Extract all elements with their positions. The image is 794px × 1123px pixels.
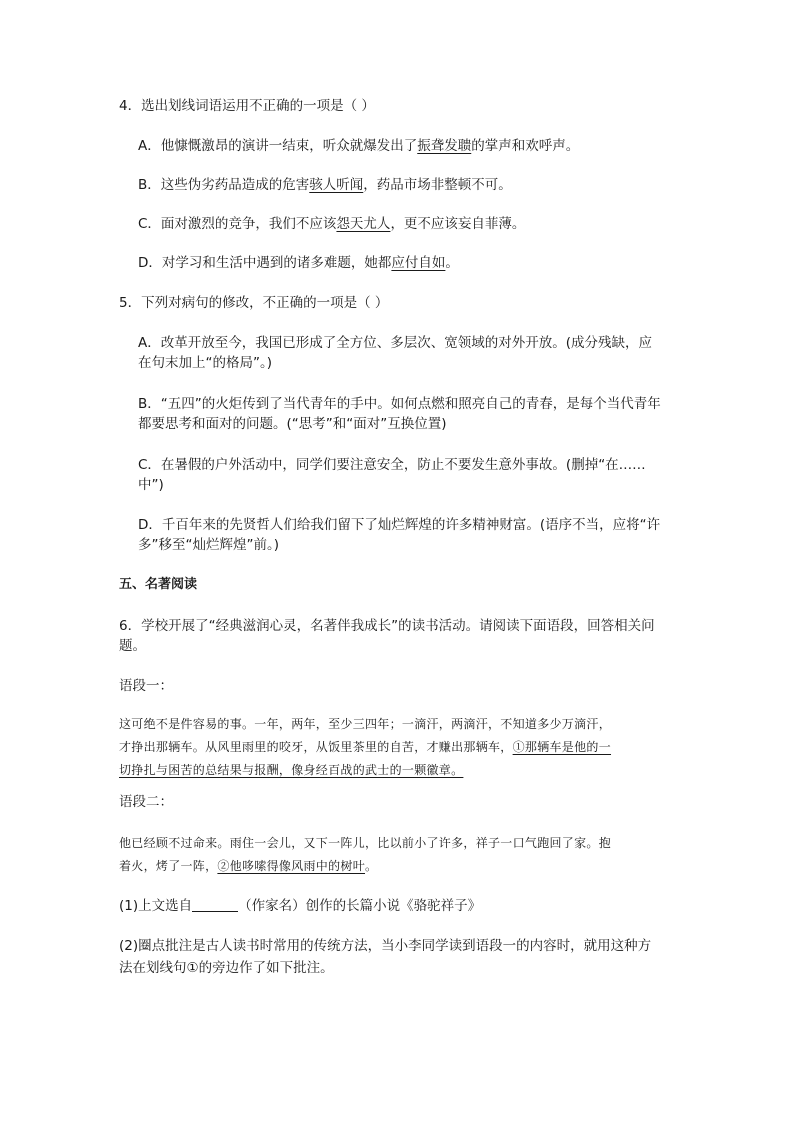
underlined-word: 骇人听闻 — [309, 177, 364, 193]
underlined-sentence-2: ②他哆嗦得像风雨中的树叶 — [217, 859, 366, 873]
q6-sub2-line1: (2)圈点批注是古人读书时常用的传统方法，当小李同学读到语段一的内容时，就用这种方 — [119, 938, 652, 954]
q5-option-a-line2: 在句末加上“的格局”。) — [138, 355, 273, 371]
q4-option-a: A．他慷慨激昂的演讲一结束，听众就爆发出了振聋发聩的掌声和欢呼声。 — [138, 138, 580, 154]
passage1 — [119, 713, 679, 782]
q6-stem-line2: 题。 — [119, 638, 146, 654]
q6-sub1: (1)上文选自 （作家名）创作的长篇小说《骆驼祥子》 — [119, 898, 482, 914]
q5-option-b-line2: 都要思考和面对的问题。(“思考”和“面对”互换位置) — [138, 416, 447, 432]
passage1-label: 语段一： — [119, 678, 173, 694]
passage1-line3 — [119, 759, 679, 782]
q5-stem: 5．下列对病句的修改，不正确的一项是（ ） — [119, 295, 389, 311]
q4-option-d: D．对学习和生活中遇到的诸多难题，她都应付自如。 — [138, 255, 459, 271]
passage1-line2: 才挣出那辆车。从风里雨里的咬牙，从饭里茶里的自苦，才赚出那辆车，①那辆车是他的一 — [119, 740, 612, 754]
q6-sub2-line2: 法在划线句①的旁边作了如下批注。 — [119, 960, 334, 976]
passage2-line1: 他已经顾不过命来。雨住一会儿，又下一阵儿，比以前小了许多，祥子一口气跑回了家。抱 — [119, 836, 612, 850]
answer-blank[interactable] — [192, 897, 238, 912]
passage2 — [119, 832, 679, 878]
underlined-sentence-1: ①那辆车是他的一 — [512, 740, 612, 754]
q4-option-b: B．这些伪劣药品造成的危害骇人听闻，药品市场非整顿不可。 — [138, 177, 512, 193]
underlined-sentence-1-cont: 切挣扎与困苦的总结果与报酬，像身经百战的武士的一颗徽章。 — [119, 763, 464, 777]
underlined-word: 振聋发聩 — [417, 138, 472, 154]
q5-option-d-line2: 多”移至“灿烂辉煌”前。) — [138, 537, 279, 553]
q5-option-b-line1: B．“五四”的火炬传到了当代青年的手中。如何点燃和照亮自己的青春，是每个当代青年 — [138, 396, 661, 412]
section-heading: 五、名著阅读 — [119, 577, 198, 592]
passage1-line1: 这可绝不是件容易的事。一年，两年，至少三四年；一滴汗，两滴汗，不知道多少万滴汗， — [119, 717, 612, 731]
q4-option-c: C．面对激烈的竞争，我们不应该怨天尤人，更不应该妄自菲薄。 — [138, 216, 526, 232]
underlined-word: 应付自如 — [391, 255, 446, 271]
q5-option-d-line1: D．千百年来的先贤哲人们给我们留下了灿烂辉煌的许多精神财富。(语序不当，应将“许 — [138, 517, 661, 533]
q4-stem: 4．选出划线词语运用不正确的一项是（ ） — [119, 98, 375, 114]
passage2-line2: 着火，烤了一阵，②他哆嗦得像风雨中的树叶。 — [119, 859, 378, 873]
q5-option-a-line1: A．改革开放至今，我国已形成了全方位、多层次、宽领域的对外开放。(成分残缺，应 — [138, 335, 653, 351]
q5-option-c-line2: 中”) — [138, 477, 164, 493]
q5-option-c-line1: C．在暑假的户外活动中，同学们要注意安全，防止不要发生意外事故。(删掉“在…… — [138, 457, 646, 473]
underlined-word: 怨天尤人 — [336, 216, 391, 232]
passage2-label: 语段二： — [119, 794, 173, 810]
q6-stem-line1: 6．学校开展了“经典滋润心灵，名著伴我成长”的读书活动。请阅读下面语段，回答相关问 — [119, 618, 655, 634]
